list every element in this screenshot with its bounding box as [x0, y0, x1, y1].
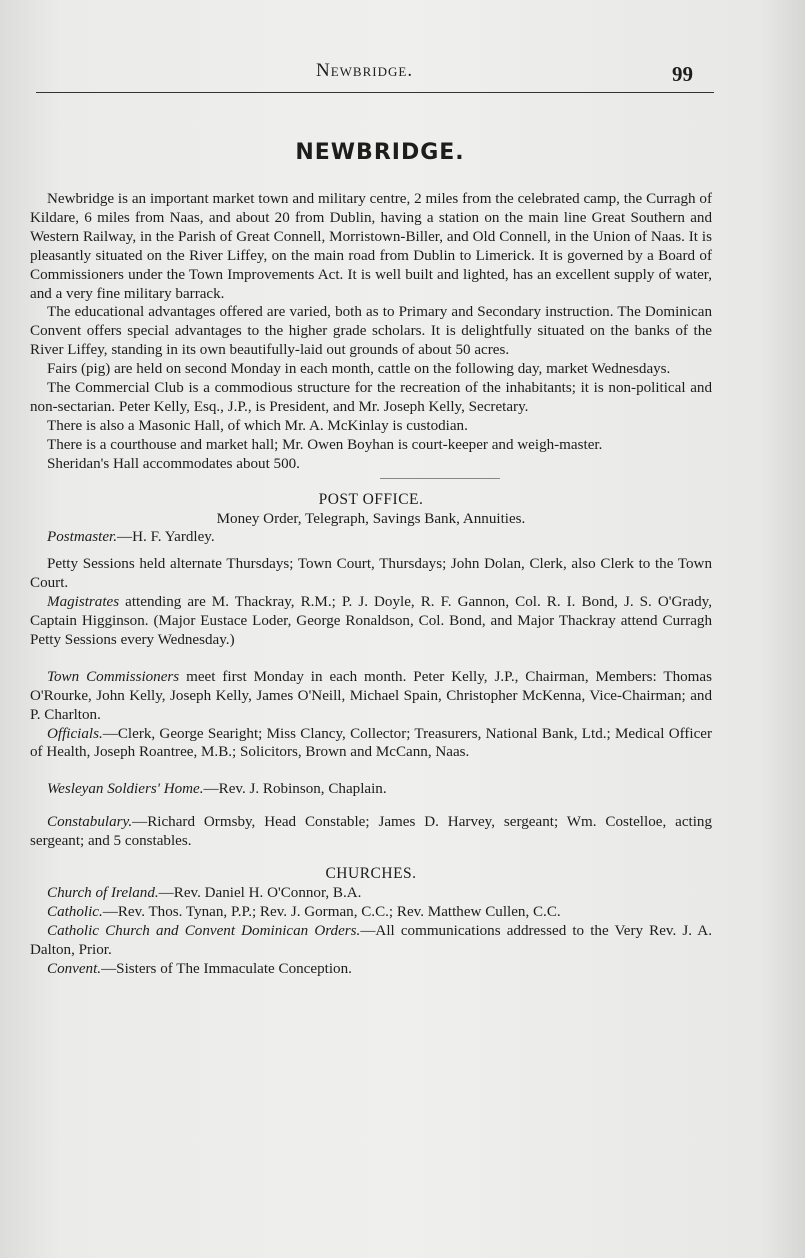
intro-paragraph: Fairs (pig) are held on second Monday in each month, cattle on the following day, market Wednesdays. [47, 361, 671, 378]
church-text: —Sisters of The Immaculate Conception. [101, 960, 352, 977]
church-entry [30, 903, 712, 922]
church-entry [30, 884, 712, 903]
town-commissioners-label: Town Commissioners [47, 668, 180, 685]
running-head [0, 58, 805, 90]
church-text: —All communications addressed to the Very Rev. J. A. Dalton, Prior. [30, 922, 712, 958]
post-office-heading: POST OFFICE. [318, 490, 424, 508]
page-title: NEWBRIDGE. [295, 140, 465, 165]
town-commissioners-entry [30, 668, 712, 725]
post-office-services: Money Order, Telegraph, Savings Bank, Annuities. [216, 510, 526, 527]
magistrates-label: Magistrates [47, 594, 120, 611]
intro-paragraph: Sheridan's Hall accommodates about 500. [47, 455, 300, 472]
churches-heading: CHURCHES. [325, 865, 417, 883]
officials-entry [30, 725, 712, 763]
constabulary-entry [30, 813, 712, 851]
article-body [30, 190, 712, 979]
church-label: Catholic. [47, 903, 103, 920]
constabulary-label: Constabulary. [47, 814, 133, 831]
intro-paragraph: The Commercial Club is a commodious structure for the recreation of the inhabitants; it is non-political and non-sectarian. Peter Kelly, Esq., J.P., is President, and Mr. Joseph Kelly, Secretary. [30, 380, 712, 415]
page-number: 99 [672, 62, 693, 86]
church-label: Church of Ireland. [47, 885, 159, 901]
postmaster-label: Postmaster. [47, 529, 118, 546]
wesleyan-entry [30, 780, 712, 799]
postmaster-text: —H. F. Yardley. [117, 529, 215, 546]
magistrates-entry [30, 593, 712, 650]
church-entry [30, 922, 712, 960]
header-rule [36, 92, 714, 93]
wesleyan-text: —Rev. J. Robinson, Chaplain. [203, 781, 387, 798]
officials-label: Officials. [47, 725, 103, 742]
petty-sessions-entry: Petty Sessions held alternate Thursdays; Town Court, Thursdays; John Dolan, Clerk, also Clerk to the Town Court. [30, 556, 712, 592]
town-commissioners-text: meet first Monday in each month. Peter Kelly, J.P., Chairman, Members: Thomas O'Rourke, John Kelly, Joseph Kelly, James O'Neill, Michael Spain, Christopher McKenna, Vice-Chairman; and P. Charlton. [30, 668, 712, 723]
wesleyan-label: Wesleyan Soldiers' Home. [47, 781, 204, 798]
intro-paragraph: The educational advantages offered are varied, both as to Primary and Secondary instruction. The Dominican Convent offers special advantages to the higher grade scholars. It is delightfully situated on the banks of the River Liffey, standing in its own beautifully-laid out grounds of about 50 acres. [30, 304, 712, 359]
constabulary-text: —Richard Ormsby, Head Constable; James D. Harvey, sergeant; Wm. Costelloe, acting sergeant; and 5 constables. [30, 814, 712, 850]
church-entry [30, 960, 712, 979]
running-title: Newbridge. [316, 60, 414, 81]
section-divider [380, 478, 500, 479]
church-label: Catholic Church and Convent Dominican Orders. [47, 922, 361, 939]
magistrates-text: attending are M. Thackray, R.M.; P. J. Doyle, R. F. Gannon, Col. R. I. Bond, J. S. O'Grady, Captain Higginson. (Major Eustace Loder, George Ronaldson, Col. Bond, and Major Thackray attend Curragh Petty Sessions every Wednesday.) [30, 594, 712, 648]
officials-text: —Clerk, George Searight; Miss Clancy, Collector; Treasurers, National Bank, Ltd.; Medical Officer of Health, Joseph Roantree, M.B.; Solicitors, Brown and McCann, Naas. [30, 725, 712, 761]
intro-paragraph: There is a courthouse and market hall; Mr. Owen Boyhan is court-keeper and weigh-master. [47, 436, 603, 453]
postmaster-entry [30, 528, 712, 547]
church-text: —Rev. Thos. Tynan, P.P.; Rev. J. Gorman, C.C.; Rev. Matthew Cullen, C.C. [102, 903, 561, 920]
intro-paragraph: Newbridge is an important market town and military centre, 2 miles from the celebrated camp, the Curragh of Kildare, 6 miles from Naas, and about 20 from Dublin, having a station on the main line Great Southern and Western Railway, in the Parish of Great Connell, Morristown-Biller, and Old Connell, in the Union of Naas. It is pleasantly situated on the River Liffey, on the main road from Dublin to Limerick. It is governed by a Board of Commissioners under the Town Improvements Act. It is well built and lighted, has an excellent supply of water, and a very fine military barrack. [30, 191, 712, 302]
church-text: —Rev. Daniel H. O'Connor, B.A. [158, 885, 362, 901]
church-label: Convent. [47, 960, 102, 977]
intro-paragraph: There is also a Masonic Hall, of which Mr. A. McKinlay is custodian. [47, 417, 468, 434]
